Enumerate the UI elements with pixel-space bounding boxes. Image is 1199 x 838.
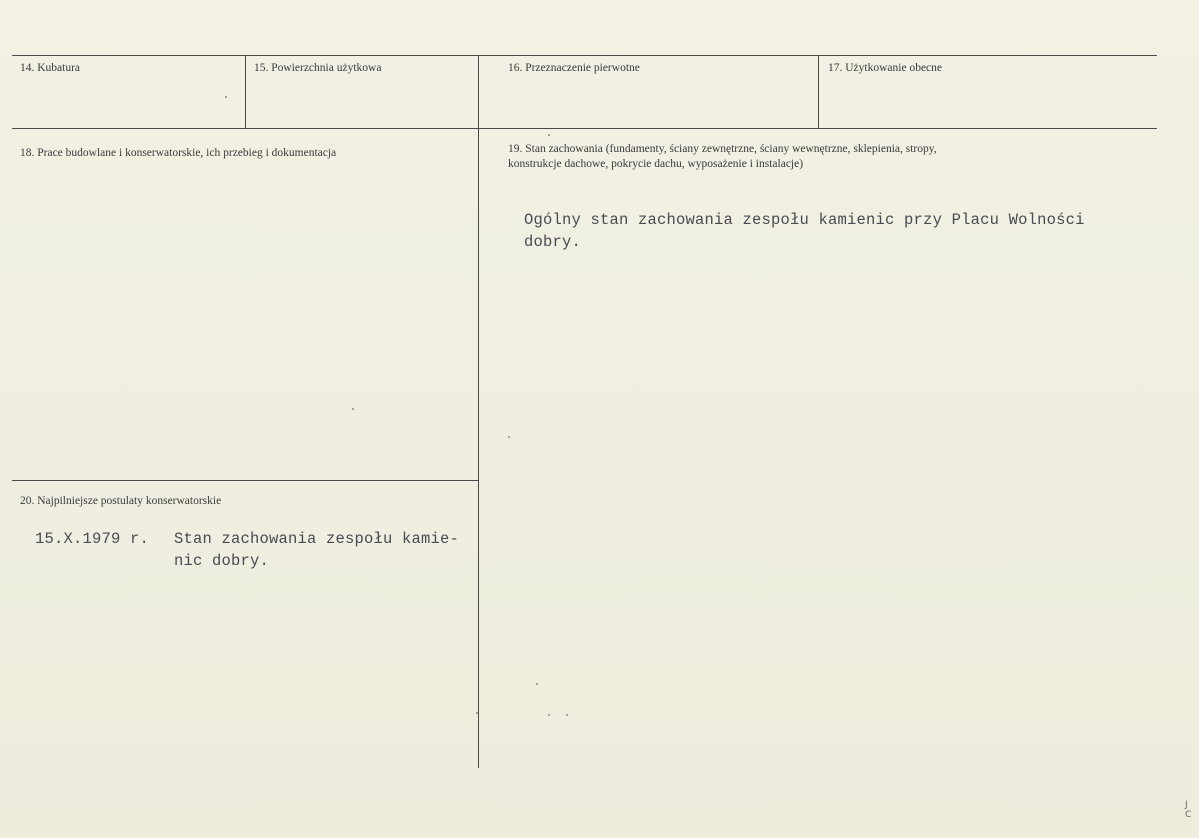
top-rule: [12, 55, 1157, 56]
field-20-label: 20. Najpilniejsze postulaty konserwatorskie: [20, 495, 222, 507]
field-19-typed-line2: dobry.: [524, 233, 582, 251]
scan-speck: [566, 714, 568, 716]
field-20-typed-line2: nic dobry.: [174, 552, 270, 570]
field-20-typed-date: 15.X.1979 r.: [35, 530, 150, 548]
scan-speck: [508, 436, 510, 438]
field-19-label-line1: 19. Stan zachowania (fundamenty, ściany zewnętrzne, ściany wewnętrzne, sklepienia, stropy,: [508, 143, 937, 155]
scan-speck: [225, 96, 227, 98]
field-20-typed-line1: Stan zachowania zespołu kamie-: [174, 530, 460, 548]
scan-speck: [548, 134, 550, 136]
field-14-label: 14. Kubatura: [20, 62, 81, 74]
field-19-typed-line1: Ogólny stan zachowania zespołu kamienic przy Placu Wolności: [524, 211, 1085, 229]
scan-speck: [476, 712, 478, 714]
field-19-label-line2: konstrukcje dachowe, pokrycie dachu, wyposażenie i instalacje): [508, 158, 804, 170]
row18-bottom-rule: [12, 480, 478, 481]
divider-15-16: [478, 55, 479, 128]
field-15-label: 15. Powierzchnia użytkowa: [254, 62, 382, 74]
scan-speck: [352, 408, 354, 410]
divider-16-17: [818, 55, 819, 128]
field-17-label: 17. Użytkowanie obecne: [828, 62, 943, 74]
field-18-label: 18. Prace budowlane i konserwatorskie, ich przebieg i dokumentacja: [20, 147, 337, 159]
divider-14-15: [245, 55, 246, 128]
scan-speck: [548, 714, 550, 716]
divider-18-19: [478, 128, 479, 768]
right-edge-mark: J C: [1185, 800, 1192, 820]
scan-speck: [536, 683, 538, 685]
row1-bottom-rule: [12, 128, 1157, 129]
field-16-label: 16. Przeznaczenie pierwotne: [508, 62, 640, 74]
